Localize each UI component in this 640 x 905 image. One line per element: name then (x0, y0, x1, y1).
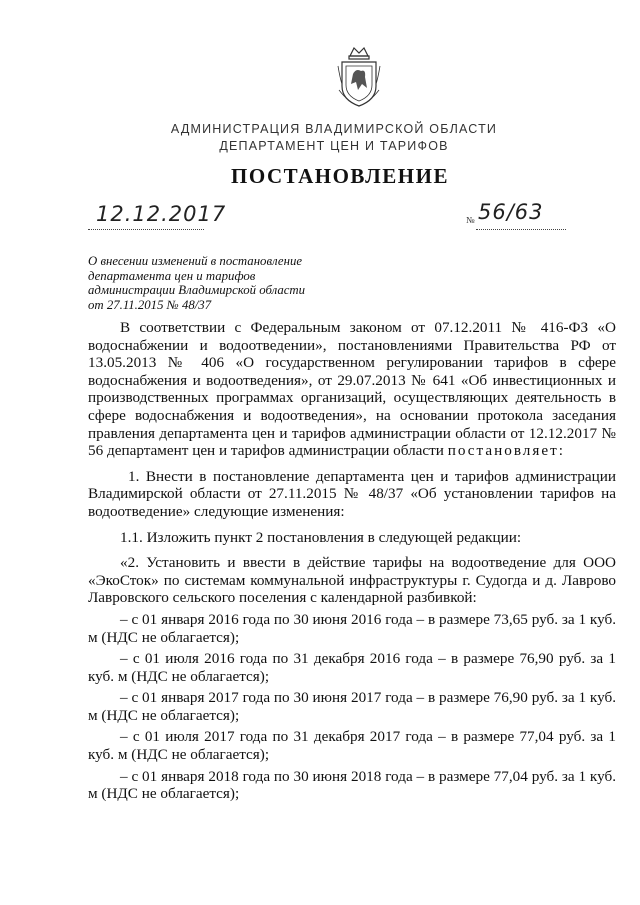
number-underline (476, 229, 566, 230)
document-date: 12.12.2017 (96, 202, 227, 226)
subject-line: от 27.11.2015 № 48/37 (88, 297, 212, 312)
coat-of-arms-icon (336, 44, 382, 108)
tariff-item: – с 01 января 2017 года по 30 июня 2017 года – в размере 76,90 руб. за 1 куб. м (НДС не облагается); (88, 689, 616, 724)
organization-name: АДМИНИСТРАЦИЯ ВЛАДИМИРСКОЙ ОБЛАСТИ (170, 122, 498, 136)
item-2: «2. Установить и ввести в действие тарифы на водоотведение для ООО «ЭкоСток» по системам коммунальной инфраструктуры г. Судогда и д. Лаврово Лавровского сельского поселения с календарной разбивкой: (88, 554, 616, 607)
subject-line: О внесении изменений в постановление (88, 254, 303, 268)
preamble-paragraph (88, 319, 616, 460)
tariff-item: – с 01 января 2018 года по 30 июня 2018 года – в размере 77,04 руб. за 1 куб. м (НДС не облагается); (88, 767, 616, 803)
document-subject (88, 254, 338, 312)
tariff-item: – с 01 июля 2016 года по 31 декабря 2016 года – в размере 76,90 руб. за 1 куб. м (НДС не облагается); (88, 650, 616, 685)
resolves-word: постановляет: (447, 442, 565, 460)
tariff-list (88, 611, 616, 803)
subject-line: администрации Владимирской области (88, 283, 306, 297)
date-underline (88, 229, 204, 230)
document-body (88, 319, 616, 807)
tariff-item: – с 01 января 2016 года по 30 июня 2016 года – в размере 73,65 руб. за 1 куб. м (НДС не облагается); (88, 610, 616, 646)
document-title: ПОСТАНОВЛЕНИЕ (231, 164, 449, 188)
preamble-text: В соответствии с Федеральным законом от 07.12.2011 № 416-ФЗ «О водоснабжении и водоотведении», постановлениями Правительства РФ от 13.05.2013 № 406 «О государственном регулировании тарифов в сфере водоснабжения и водоотведения», от 29.07.2013 № 641 «Об инвестиционных и производственных программах организаций, осуществляющих деятельность в сфере водоснабжения и водоотведения», на основании протокола заседания правления департамента цен и тарифов администрации области от 12.12.2017 № 56 департамент цен и тарифов администрации области (88, 319, 616, 460)
item-1: 1. Внести в постановление департамента цен и тарифов администрации Владимирской области от 27.11.2015 № 48/37 «Об установлении тарифов на водоотведение» следующие изменения: (88, 467, 616, 520)
document-number: 56/63 (478, 200, 544, 224)
number-prefix: № (466, 215, 475, 225)
tariff-item: – с 01 июля 2017 года по 31 декабря 2017 года – в размере 77,04 руб. за 1 куб. м (НДС не облагается); (88, 728, 616, 764)
subject-line: департамента цен и тарифов (88, 268, 256, 283)
department-name: ДЕПАРТАМЕНТ ЦЕН И ТАРИФОВ (219, 139, 449, 153)
item-1-1: 1.1. Изложить пункт 2 постановления в следующей редакции: (120, 528, 522, 546)
